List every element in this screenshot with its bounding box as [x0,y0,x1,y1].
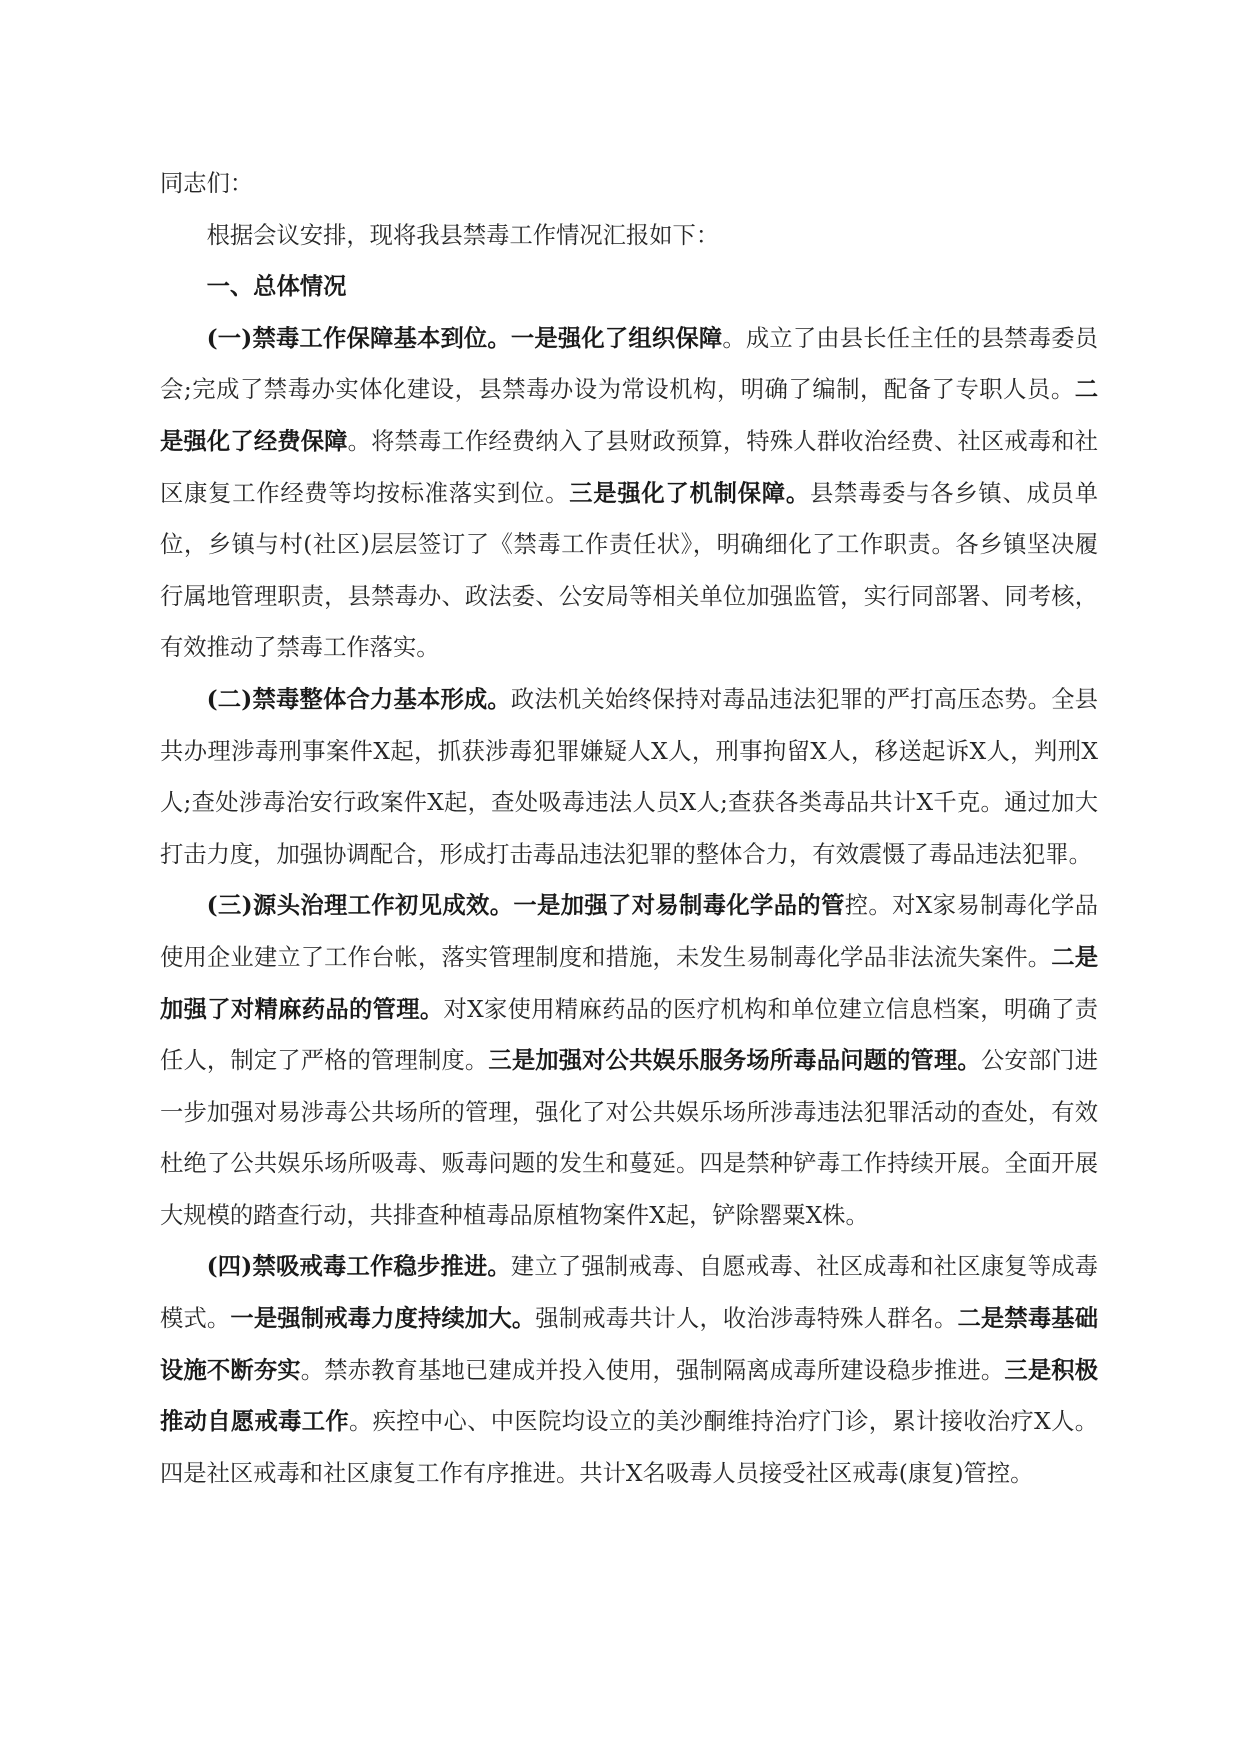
body-text: 控。对X家易制毒化学品使用企业建立了工作台帐，落实管理制度和措施，未发生易制毒化学品非法流失案件。 [160,892,1098,971]
bold-lead: (一)禁毒工作保障基本到位。 [206,324,511,352]
bold-lead: (三)源头治理工作初见成效。一是加强了对易制毒化学品的管 [206,892,845,920]
bold-lead: (四)禁吸戒毒工作稳步推进。 [206,1253,511,1281]
bold-lead: 一是强化了组织保障 [510,324,723,352]
body-text: 公安部门进一步加强对易涉毒公共场所的管理，强化了对公共娱乐场所涉毒违法犯罪活动的查处，有效杜绝了公共娱乐场所吸毒、贩毒问题的发生和蔓延。四是禁种铲毒工作持续开展。全面开展大规模的踏查行动，共排查种植毒品原植物案件X起，铲除罂粟X株。 [160,1047,1099,1229]
paragraph-guarantee [160,313,1098,674]
body-text: 。成立了由县长任主任的县禁毒委员会;完成了禁毒办实体化建设，县禁毒办设为常设机构，明确了编制，配备了专职人员。 [160,324,1099,404]
salutation: 同志们： [160,170,254,197]
bold-lead: 二是强化了经费保障 [160,376,1098,455]
body-text: 。禁赤教育基地已建成并投入使用，强制隔离成毒所建设稳步推进。 [300,1356,1005,1384]
body-text: 对X家使用精麻药品的医疗机构和单位建立信息档案，明确了责任人，制定了严格的管理制度。 [160,995,1098,1075]
body-text: 强制戒毒共计人，收治涉毒特殊人群名。 [535,1305,958,1333]
section-heading: 一、总体情况 [206,273,347,301]
body-text: 县禁毒委与各乡镇、成员单位，乡镇与村(社区)层层签订了《禁毒工作责任状》，明确细化了工作职责。各乡镇坚决履行属地管理职责，县禁毒办、政法委、公安局等相关单位加强监管，实行同部署、同考核，有效推动了禁毒工作落实。 [160,479,1099,662]
bold-lead: 二是加强了对精麻药品的管理。 [160,943,1099,1023]
bold-lead: 三是加强对公共娱乐服务场所毒品问题的管理。 [488,1047,981,1075]
body-text: 。将禁毒工作经费纳入了县财政预算，特殊人群收治经费、社区戒毒和社区康复工作经费等均按标准落实到位。 [160,427,1099,507]
paragraph-rehabilitation [160,1241,1098,1499]
body-text: 。疾控中心、中医院均设立的美沙酮维持治疗门诊，累计接收治疗X人。四是社区戒毒和社区康复工作有序推进。共计X名吸毒人员接受社区戒毒(康复)管控。 [160,1408,1098,1487]
bold-lead: 三是积极推动自愿戒毒工作 [160,1356,1099,1436]
bold-lead: 二是禁毒基础设施不断夯实 [160,1305,1099,1384]
paragraph-source-control [160,880,1098,1241]
body-text: 政法机关始终保持对毒品违法犯罪的严打高压态势。全县共办理涉毒刑事案件X起，抓获涉毒犯罪嫌疑人X人，刑事拘留X人，移送起诉X人，判刑X人;查处涉毒治安行政案件X起，查处吸毒违法人员X人;查获各类毒品共计X千克。通过加大打击力度，加强协调配合，形成打击毒品违法犯罪的整体合力，有效震慑了毒品违法犯罪。 [160,685,1099,868]
bold-lead: (二)禁毒整体合力基本形成。 [206,685,511,713]
bold-lead: 一是强制戒毒力度持续加大。 [230,1305,536,1333]
paragraph-joint-force [160,674,1098,880]
intro-paragraph: 根据会议安排，现将我县禁毒工作情况汇报如下： [206,221,720,249]
body-text: 建立了强制戒毒、自愿戒毒、社区成毒和社区康复等成毒模式。 [160,1253,1099,1333]
document-body [160,158,1098,1499]
bold-lead: 三是强化了机制保障。 [569,479,810,507]
